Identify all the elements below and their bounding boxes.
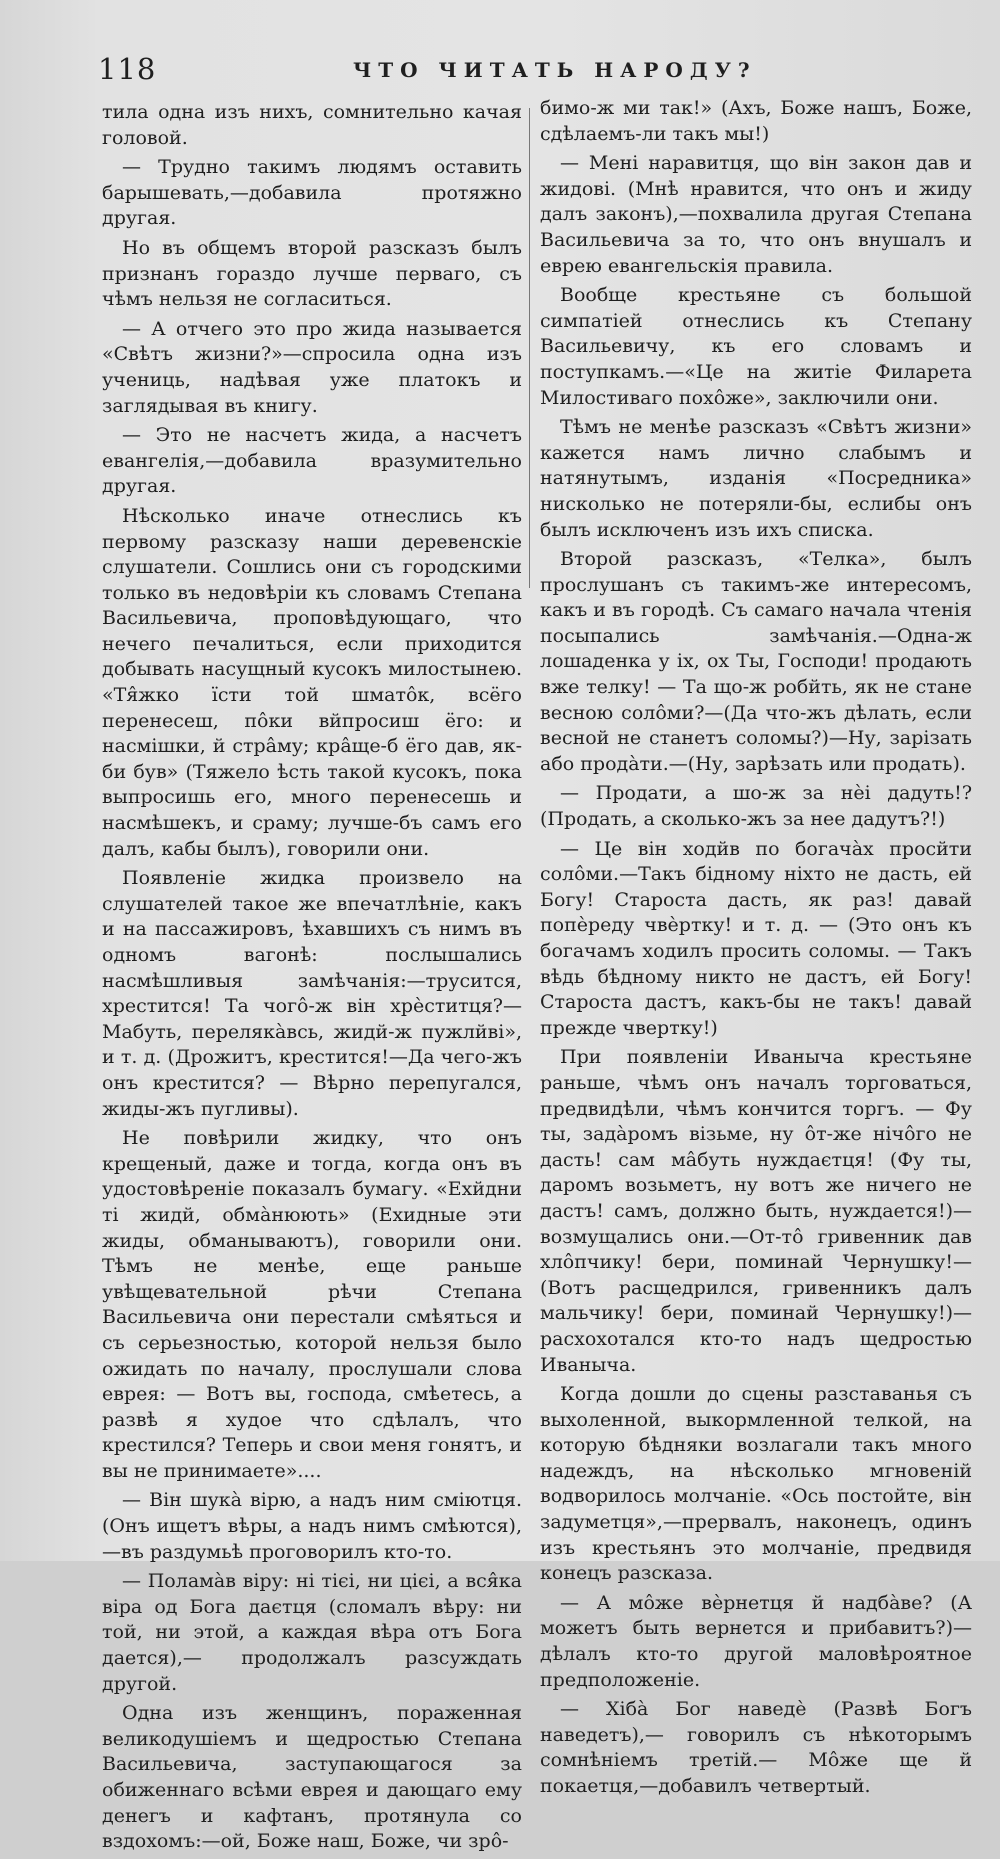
page-number: 118 xyxy=(98,52,157,86)
running-title: ЧТО ЧИТАТЬ НАРОДУ? xyxy=(353,58,757,82)
left-column xyxy=(102,100,522,1859)
paragraph: — Продати, а шо-ж за нèi дадуть!? (Продать, а сколько-жъ за нее дадутъ?!) xyxy=(540,782,972,831)
paragraph: Нѣсколько иначе отнеслись къ первому разсказу наши деревенскіе слушатели. Сошлись они съ городскими только въ недовѣріи къ словамъ Степана Васильевича, проповѣдующаго, что нечего печалиться, если приходится добывать насущный кусокъ милостынею. «Тя̂жко їсти той шматôк, всёго перенесеш, пôки вйпросиш ёго: и насмiшки, й стра̂му; кра̂ще-б ёго дав, як-би був» (Тяжело ѣсть такой кусокъ, пока выпросишь его, много перенесешь и насмѣшекъ, и сраму; лучше-бъ самъ его далъ, кабы былъ), говорили они. xyxy=(102,504,522,860)
paragraph: — Менi наравитця, що вiн закон дав и жидовi. (Мнѣ нравится, что онъ и жиду далъ законъ),—похвалила другая Степана Васильевича за то, что онъ внушалъ и еврею евангельскія правила. xyxy=(540,152,972,277)
paragraph: Появленіе жидка произвело на слушателей такое же впечатлѣніе, какъ и на пассажировъ, ѣхавшихъ съ нимъ въ одномъ вагонѣ: послышались насмѣшливыя замѣчанія:—трусится, хрестится! Та чогô-ж вiн хрѐститця?— Мабуть, перелякàвсь, жидй-ж пужлйвi», и т. д. (Дрожитъ, крестится!—Да чего-жъ онъ крестится? — Вѣрно перепугался, жиды-жъ пугливы). xyxy=(102,867,522,1120)
paragraph: Но въ общемъ второй разсказъ былъ признанъ гораздо лучше перваго, съ чѣмъ нельзя не согласиться. xyxy=(102,236,522,311)
right-column xyxy=(540,96,972,1804)
paragraph: — Це вiн ходйв по богача̀х просйти солôми.—Такъ бiдному нiхто не дасть, ей Богу! Староста дасть, як раз! давай попѐреду чвѐртку! и т. д. — (Это онъ къ богачамъ ходилъ просить соломы. — Такъ вѣдь бѣдному никто не дастъ, ей Богу! Староста дастъ, какъ-бы не такъ! давай прежде чвертку!) xyxy=(540,837,972,1039)
paragraph: бимо-ж ми так!» (Ахъ, Боже нашъ, Боже, сдѣлаемъ-ли такъ мы!) xyxy=(540,97,972,145)
paragraph: Вообще крестьяне съ большой симпатіей отнеслись къ Степану Васильевичу, къ его словамъ и поступкамъ.—«Це на житiе Филарета Милостиваго похôже», заключили они. xyxy=(540,284,972,409)
paragraph: — Полама̀в вiру: нi тiєi, ни цiєi, а вся̂ка вiра од Бога даєтця (сломалъ вѣру: ни той, ни этой, а каждая вѣра отъ Бога дается),— продолжалъ разсуждать другой. xyxy=(102,1570,522,1695)
paragraph: тила одна изъ нихъ, сомнительно качая головой. xyxy=(102,101,522,149)
paragraph: Одна изъ женщинъ, пораженная великодушіемъ и щедростью Степана Васильевича, заступающагося за обиженнаго всѣми еврея и дающаго ему денегъ и кафтанъ, протянула со вздохомъ:—ой, Боже наш, Боже, чи зрô- xyxy=(102,1702,522,1853)
paragraph: — Хiба̀ Бог наведѐ (Развѣ Богъ наведетъ),— говорилъ съ нѣкоторымъ сомнѣніемъ третій.— Мôже ще й покаетця,—добавилъ четвертый. xyxy=(540,1698,972,1797)
paragraph: Не повѣрили жидку, что онъ крещеный, даже и тогда, когда онъ въ удостовѣреніе показалъ бумагу. «Ехйдни тi жидй, обма̀нюють» (Ехидные эти жиды, обманываютъ), говорили они. Тѣмъ не менѣе, еще раньше увѣщевательной рѣчи Степана Васильевича они перестали смѣяться и съ серьезностью, которой нельзя было ожидать по началу, прослушали слова еврея: — Вотъ вы, господа, смѣетесь, а развѣ я худое что сдѣлалъ, что крестился? Теперь и свои меня гонятъ, и вы не принимаете».... xyxy=(102,1127,522,1482)
paragraph: При появленіи Иваныча крестьяне раньше, чѣмъ онъ началъ торговаться, предвидѣли, чѣмъ кончится торгъ. — Фу ты, зада̀ромъ вiзьме, ну ôт-же нiчôго не дасть! сам ма̂буть нуждаєтця! (Фу ты, даромъ возьметъ, ну вотъ же ничего не дастъ! самъ, должно быть, нуждается!)—возмущались они.—От-тô гривенник дав хлôпчику! бери, поминай Чернушку!—(Вотъ расщедрился, гривенникъ далъ мальчику! бери, поминай Чернушку!)— расхохотался кто-то надъ щедростью Иваныча. xyxy=(540,1046,972,1376)
page-header xyxy=(98,52,918,92)
paragraph: — Вiн шука̀ вiрю, а надъ ним смiютця. (Онъ ищетъ вѣры, а надъ нимъ смѣются),—въ раздумьѣ проговорилъ кто-то. xyxy=(102,1489,522,1563)
paragraph: Тѣмъ не менѣе разсказъ «Свѣтъ жизни» кажется намъ лично слабымъ и натянутымъ, изданія «Посредника» нисколько не потеряли-бы, еслибы онъ былъ исключенъ изъ ихъ списка. xyxy=(540,416,972,541)
paragraph: — Это не насчетъ жида, а насчетъ евангелія,—добавила вразумительно другая. xyxy=(102,424,522,498)
paragraph: — А отчего это про жида называется «Свѣтъ жизни?»—спросила одна изъ учениць, надѣвая уже платокъ и заглядывая въ книгу. xyxy=(102,317,522,417)
paragraph: Когда дошли до сцены разставанья съ выхоленной, выкормленной телкой, на которую бѣдняки возлагали такъ много надеждъ, на нѣсколько мгновеній водворилось молчаніе. «Ось постойте, вiн задуметця»,—прервалъ, наконецъ, одинъ изъ крестьянъ это молчаніе, предвидя конецъ разсказа. xyxy=(540,1383,972,1585)
paragraph: — Трудно такимъ людямъ оставить барышевать,—добавила протяжно другая. xyxy=(102,156,522,230)
paragraph: — А мôже вѐрнетця й надба̀ве? (А можетъ быть вернется и прибавитъ?)—дѣлалъ кто-то другой маловѣроятное предположеніе. xyxy=(540,1591,972,1691)
paragraph: Второй разсказъ, «Телка», былъ прослушанъ съ такимъ-же интересомъ, какъ и въ городѣ. Съ самаго начала чтенія посыпались замѣчанія.—Одна-ж лошаденка у iх, ох Ты, Господи! продають вже телку! — Та що-ж робйть, як не стане весною солôми?—(Да что-жъ дѣлать, если весной не станетъ соломы?)—Ну, зарiзать або продàти.—(Ну, зарѣзать или продать). xyxy=(540,548,972,775)
column-divider xyxy=(529,108,530,588)
